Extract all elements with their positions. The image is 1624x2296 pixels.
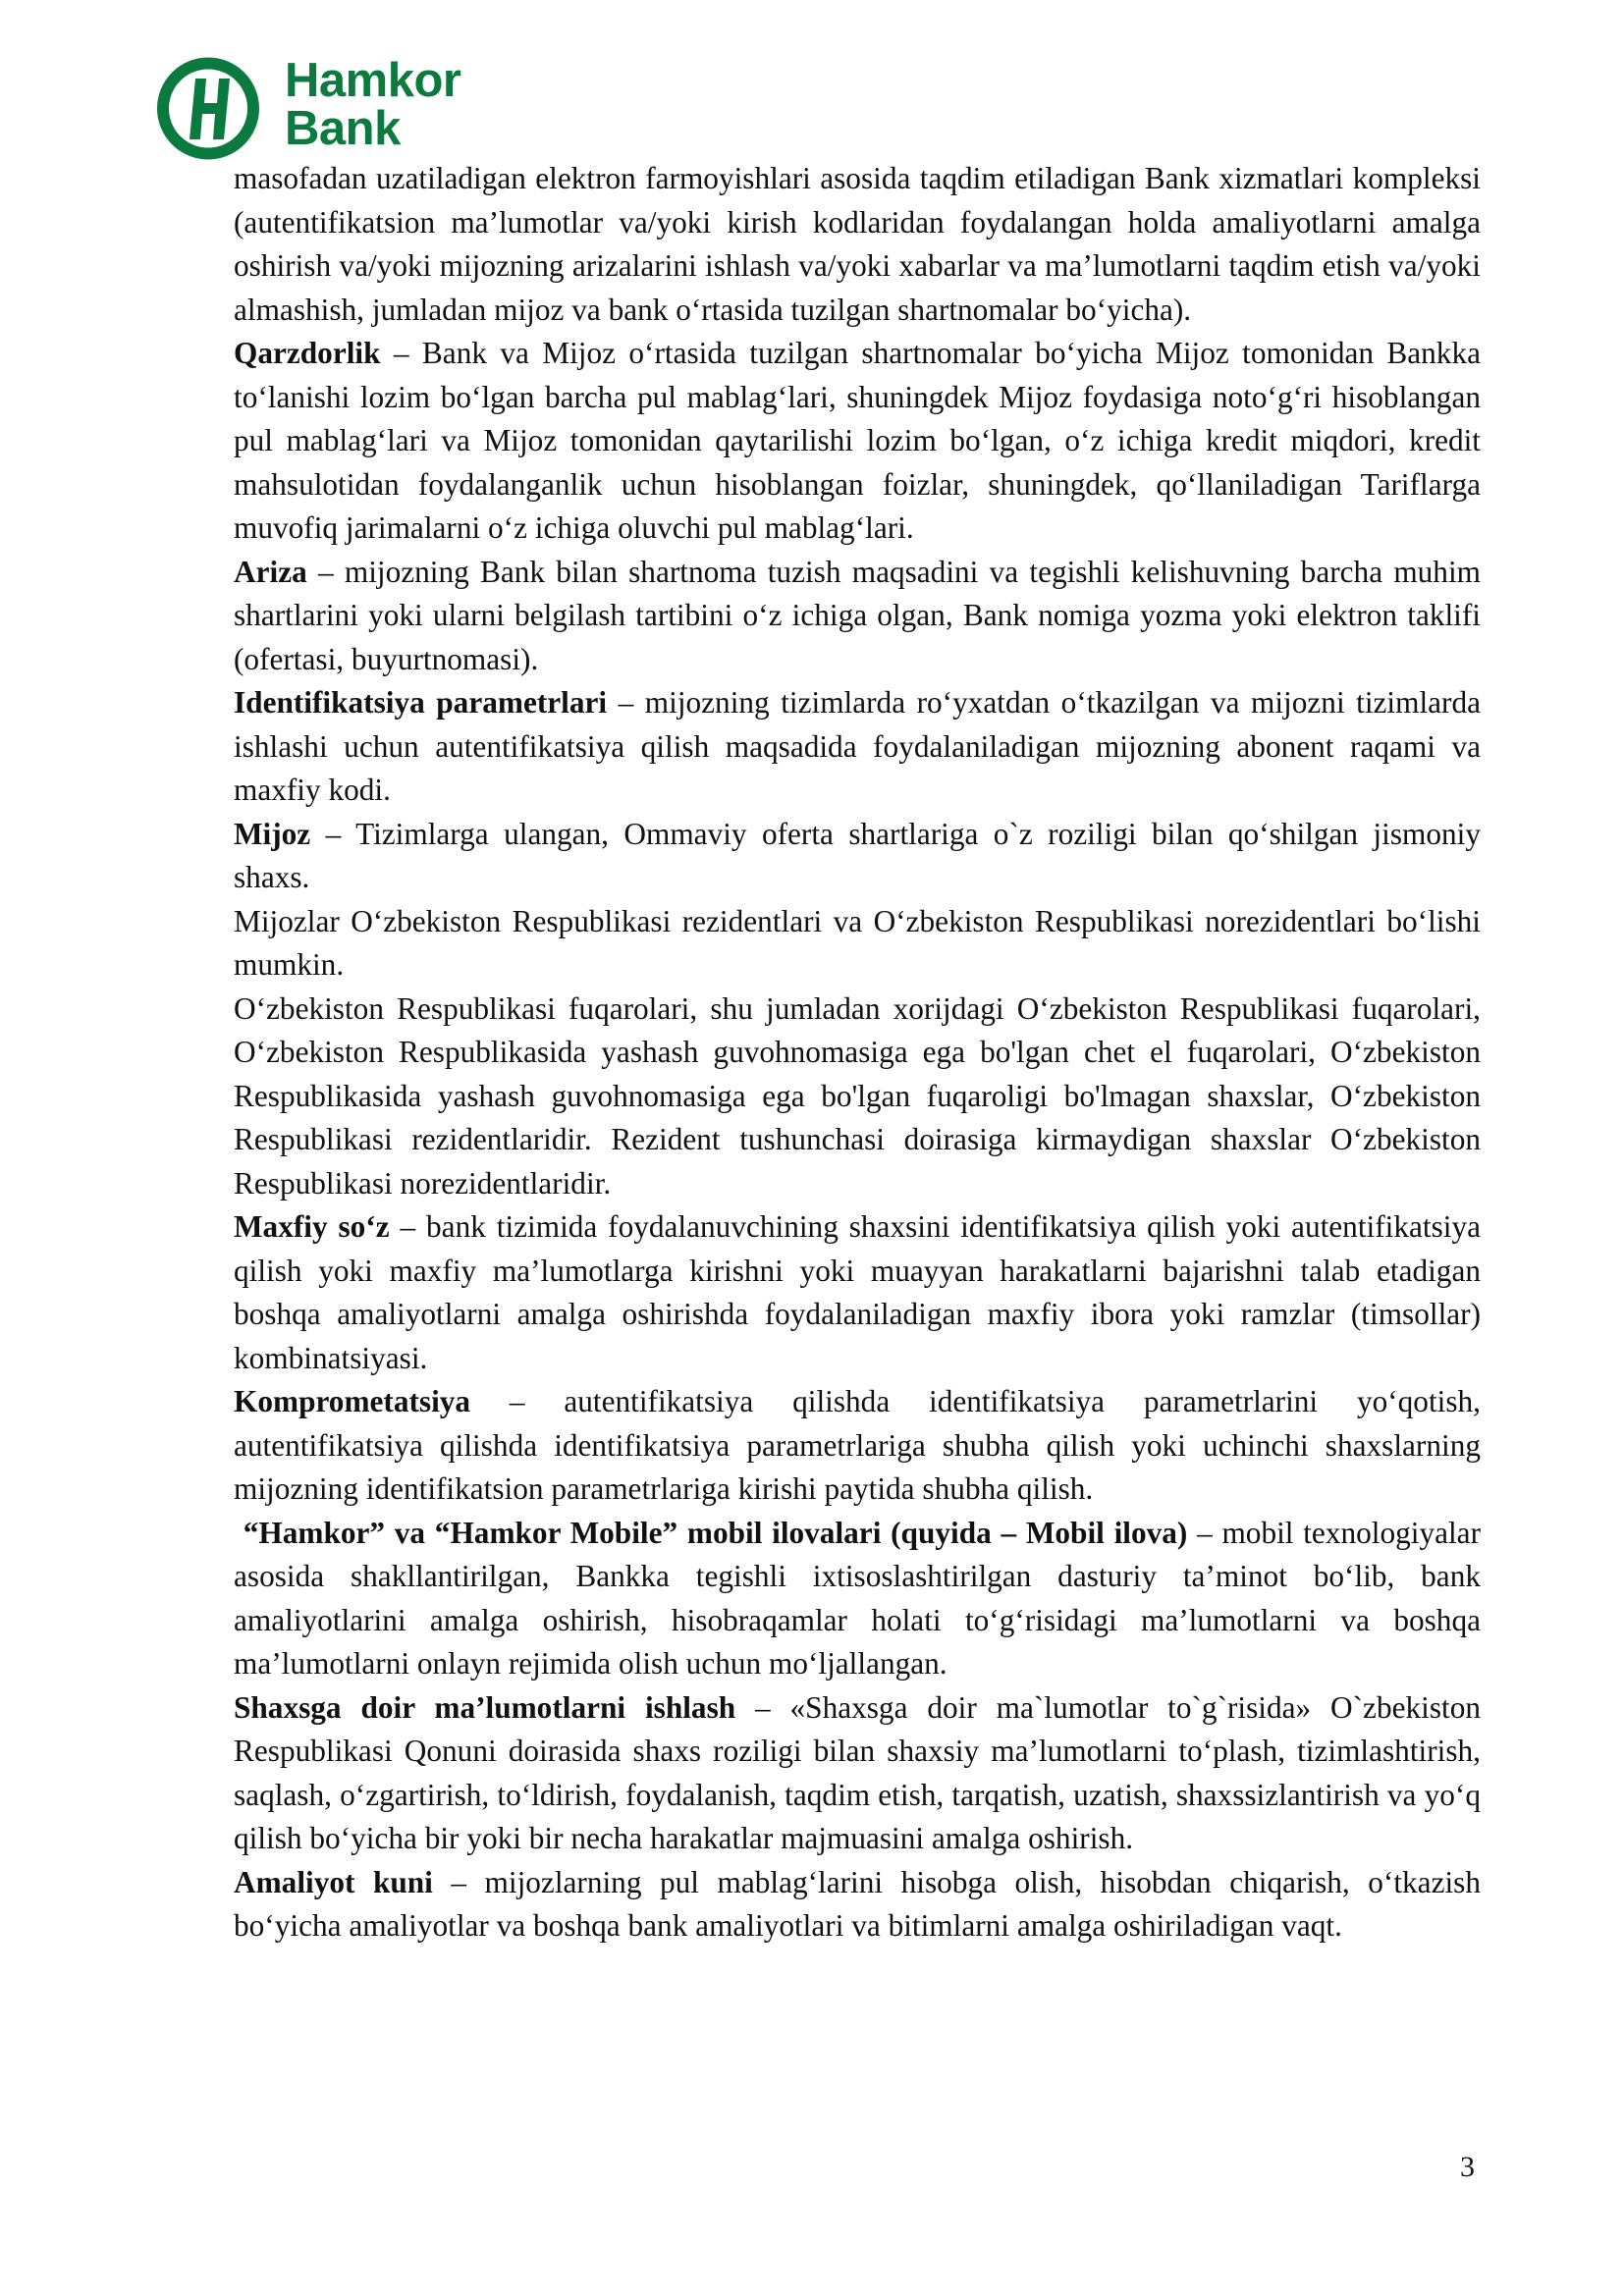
definition-text: autentifikatsiya qilishda identifikatsiya parametrlarini yo‘qotish, autentifikatsiya qilishda identifikatsiya parametrlariga shubha qilish yoki uchinchi shaxslarning mijozning identifikatsion parametrlariga kirishi paytida shubha qilish. [234, 1384, 1481, 1506]
definition-term: Amaliyot kuni [234, 1864, 433, 1899]
definition-paragraph [234, 1380, 1481, 1512]
definition-paragraph [234, 1205, 1481, 1380]
definition-term: Mijoz [234, 816, 311, 851]
definition-separator: – [1187, 1515, 1222, 1550]
page-number: 3 [1460, 2151, 1475, 2183]
logo-line-1: Hamkor [285, 54, 461, 107]
definition-paragraph [234, 988, 1481, 1206]
definition-separator: – [306, 554, 345, 589]
definition-term: Maxfiy so‘z [234, 1209, 390, 1244]
definition-term: Identifikatsiya parametrlari [234, 685, 608, 720]
document-body [234, 157, 1481, 1949]
definition-paragraph [234, 681, 1481, 813]
logo-line-2: Bank [285, 102, 401, 155]
definition-paragraph [234, 157, 1481, 332]
definition-separator: – [310, 816, 356, 851]
definition-text: «Shaxsga doir ma`lumotlar to`g`risida» O`zbekiston Respublikasi Qonuni doirasida shaxs roziligi bilan shaxsiy ma’lumotlarni to‘plash, tizimlashtirish, saqlash, o‘zgartirish, to‘ldirish, foydalanish, taqdim etish, tarqatish, uzatish, shaxssizlantirish va yo‘q qilish bo‘yicha bir yoki bir necha harakatlar majmuasini amalga oshirish. [234, 1689, 1481, 1855]
hamkor-logo-icon [154, 57, 262, 160]
definition-separator: – [389, 1209, 427, 1244]
definition-term: “Hamkor” va “Hamkor Mobile” mobil ilovalari (quyida – Mobil ilova) [234, 1515, 1188, 1550]
definition-text: bank tizimida foydalanuvchining shaxsini identifikatsiya qilish yoki autentifikatsiya qilish yoki maxfiy ma’lumotlarga kirishni yoki muayyan harakatlarni bajarishni talab etadigan boshqa amaliyotlarni amalga oshirishda foydalaniladigan maxfiy ibora yoki ramzlar (timsollar) kombinatsiyasi. [234, 1209, 1481, 1375]
definition-text: mijozlarning pul mablag‘larini hisobga olish, hisobdan chiqarish, o‘tkazish bo‘yicha amaliyotlar va boshqa bank amaliyotlari va bitimlarni amalga oshiriladigan vaqt. [234, 1864, 1481, 1943]
definition-text: Bank va Mijoz o‘rtasida tuzilgan shartnomalar bo‘yicha Mijoz tomonidan Bankka to‘lanishi lozim bo‘lgan barcha pul mablag‘lari, shuningdek Mijoz foydasiga noto‘g‘ri hisoblangan pul mablag‘lari va Mijoz tomonidan qaytarilishi lozim bo‘lgan, o‘z ichiga kredit miqdori, kredit mahsulotidan foydalanganlik uchun hisoblangan foizlar, shuningdek, qo‘llaniladigan Tariflarga muvofiq jarimalarni o‘z ichiga oluvchi pul mablag‘lari. [234, 336, 1482, 545]
bank-logo [154, 54, 478, 160]
definition-paragraph [234, 332, 1481, 551]
definition-paragraph [234, 813, 1481, 900]
definition-separator: – [432, 1864, 485, 1899]
definition-term: Shaxsga doir ma’lumotlarni ishlash [234, 1689, 736, 1725]
definition-text: mijozning Bank bilan shartnoma tuzish maqsadini va tegishli kelishuvning barcha muhim shartlarini yoki ularni belgilash tartibini o‘z ichiga olgan, Bank nomiga yozma yoki elektron taklifi (ofertasi, buyurtnomasi). [234, 554, 1481, 676]
definition-text: mobil texnologiyalar asosida shakllantirilgan, Bankka tegishli ixtisoslashtirilgan dasturiy ta’minot bo‘lib, bank amaliyotlarini amalga oshirish, hisobraqamlar holati to‘g‘risidagi ma’lumotlarni va boshqa ma’lumotlarni onlayn rejimida olish uchun mo‘ljallangan. [234, 1515, 1481, 1681]
logo-wordmark [285, 54, 461, 155]
definition-separator: – [735, 1689, 790, 1725]
definition-term: Qarzdorlik [234, 336, 381, 370]
definition-separator: – [607, 685, 645, 720]
definition-text: Tizimlarga ulangan, Ommaviy oferta shartlariga o`z roziligi bilan qo‘shilgan jismoniy shaxs. [234, 816, 1481, 894]
definition-paragraph [234, 551, 1481, 682]
definition-paragraph [234, 1512, 1481, 1686]
definition-term: Ariza [234, 554, 307, 589]
definition-paragraph [234, 1861, 1481, 1949]
definition-paragraph [234, 1686, 1481, 1861]
definition-text: O‘zbekiston Respublikasi fuqarolari, shu jumladan xorijdagi O‘zbekiston Respublikasi fuqarolari, O‘zbekiston Respublikasida yashash guvohnomasiga ega bo'lgan chet el fuqarolari, O‘zbekiston Respublikasida yashash guvohnomasiga ega bo'lgan fuqaroligi bo'lmagan shaxslar, O‘zbekiston Respublikasi rezidentlaridir. Rezident tushunchasi doirasiga kirmaydigan shaxslar O‘zbekiston Respublikasi norezidentlaridir. [234, 990, 1481, 1201]
definition-text: mijozning tizimlarda ro‘yxatdan o‘tkazilgan va mijozni tizimlarda ishlashi uchun autentifikatsiya qilish maqsadida foydalaniladigan mijozning abonent raqami va maxfiy kodi. [234, 685, 1482, 807]
definition-paragraph [234, 900, 1481, 988]
definition-separator: – [470, 1384, 565, 1418]
definition-text: Mijozlar O‘zbekiston Respublikasi rezidentlari va O‘zbekiston Respublikasi norezidentlari bo‘lishi mumkin. [234, 903, 1481, 982]
definition-term: Komprometatsiya [234, 1384, 471, 1418]
definition-separator: – [380, 336, 422, 370]
definition-text: masofadan uzatiladigan elektron farmoyishlari asosida taqdim etiladigan Bank xizmatlari kompleksi (autentifikatsion ma’lumotlar va/yoki kirish kodlaridan foydalangan holda amaliyotlarni amalga oshirish va/yoki mijozning arizalarini ishlash va/yoki xabarlar va ma’lumotlarni taqdim etish va/yoki almashish, jumladan mijoz va bank o‘rtasida tuzilgan shartnomalar bo‘yicha). [234, 161, 1481, 327]
